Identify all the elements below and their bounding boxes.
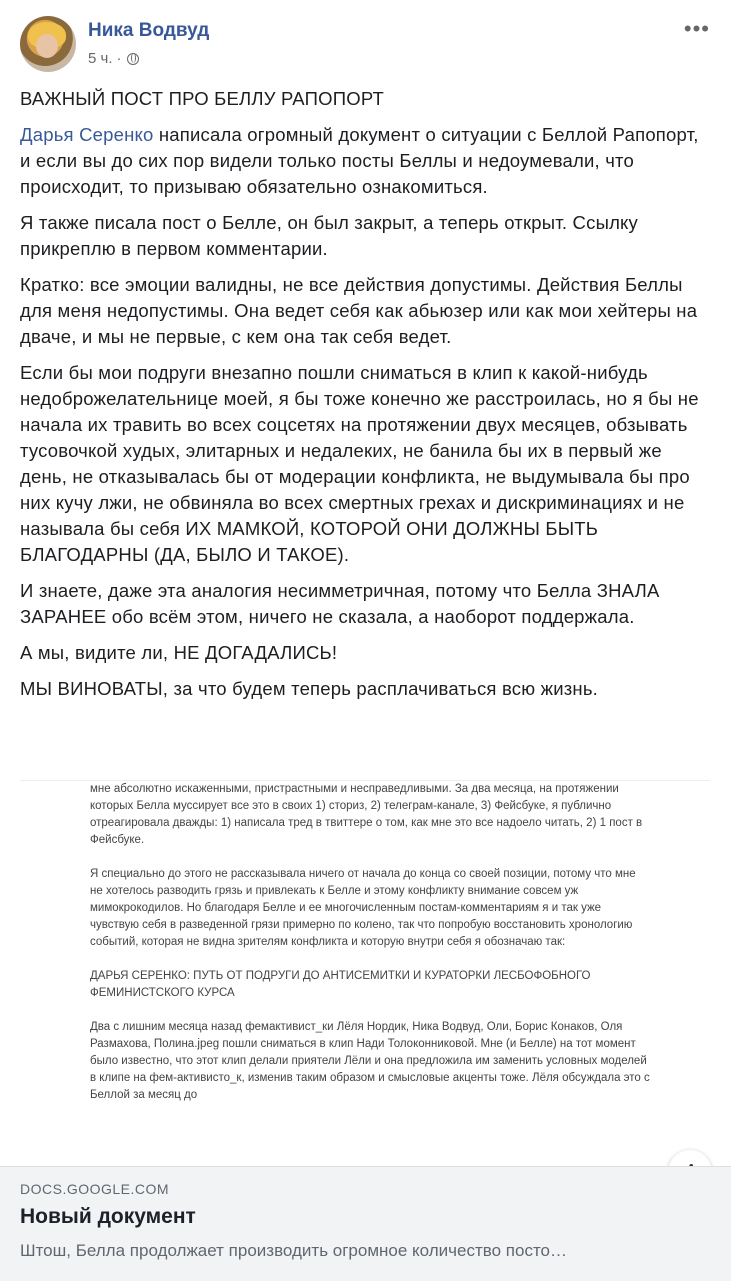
post-paragraph-5: И знаете, даже эта аналогия несимметричная, потому что Белла ЗНАЛА ЗАРАНЕЕ обо всём этом, ничего не сказала, а наоборот поддержала.: [20, 580, 660, 627]
meta-separator: ·: [116, 50, 122, 67]
author-avatar[interactable]: [20, 16, 76, 72]
doc-paragraph: мне абсолютно искаженными, пристрастными и несправедливыми. За два месяца, на протяжении которых Белла муссирует все это в своих 1) сториз, 2) телеграм-канале, 3) Фейсбуке, я публично отреагировала дважды: 1) написала тред в твиттере о том, как мне это все надоело читать, 2) 1 пост в Фейсбуке.: [90, 783, 643, 846]
post-title: ВАЖНЫЙ ПОСТ ПРО БЕЛЛУ РАПОПОРТ: [20, 88, 385, 109]
link-title: Новый документ: [20, 1205, 196, 1228]
avatar-face: [36, 34, 58, 58]
author-name[interactable]: Ника Водвуд: [88, 20, 210, 41]
post-header: [20, 14, 710, 74]
doc-heading: ДАРЬЯ СЕРЕНКО: ПУТЬ ОТ ПОДРУГИ ДО АНТИСЕМИТКИ И КУРАТОРКИ ЛЕСБОФОБНОГО ФЕМИНИСТСКОГО КУРСА: [90, 970, 591, 999]
post-paragraph-7: МЫ ВИНОВАТЫ, за что будем теперь расплачиваться всю жизнь.: [20, 678, 599, 699]
post-paragraph-6: А мы, видите ли, НЕ ДОГАДАЛИСЬ!: [20, 642, 338, 663]
globe-icon: [127, 53, 139, 65]
post-paragraph-3: Кратко: все эмоции валидны, не все действия допустимы. Действия Беллы для меня недопустимы. Она ведет себя как абьюзер или как мои хейтеры на дваче, и мы не первые, с кем она так себя ведет.: [20, 274, 698, 347]
link-preview-footer[interactable]: [0, 1166, 731, 1281]
post-meta: [88, 50, 139, 67]
mention-link[interactable]: Дарья Серенко: [20, 124, 154, 145]
link-domain: DOCS.GOOGLE.COM: [20, 1181, 170, 1197]
post-paragraph-2: Я также писала пост о Белле, он был закрыт, а теперь открыт. Ссылку прикреплю в первом комментарии.: [20, 212, 639, 259]
link-description: Штош, Белла продолжает производить огромное количество посто…: [20, 1241, 567, 1260]
doc-paragraph: Два с лишним месяца назад фемактивист_ки Лёля Нордик, Ника Водвуд, Оли, Борис Конаков, Оля Размахова, Полина.jpeg пошли сниматься в клип Нади Толоконниковой. Мне (и Белле) на тот момент было известно, что этот клип делали приятели Лёли и она предложила им заменить условных моделей в клипе на фем-активисто_к, изменив таким образом и смысловые акценты тоже. Лёля обсуждала это с Беллой за месяц до: [90, 1021, 650, 1101]
doc-paragraph: Я специально до этого не рассказывала ничего от начала до конца со своей позиции, потому что мне не хотелось разводить грязь и привлекать к Белле и этому конфликту внимание совсем уж мимокрокодилов. Но благодаря Белле и ее многочисленным постам-комментариям я и так уже чувствую себя в разведенной грязи примерно по колено, так что попробую восстановить хронологию событий, которая не видна зрителям конфликта и которую внутри себя я обозначаю так:: [90, 868, 636, 948]
document-preview-image[interactable]: [20, 780, 710, 1167]
post-paragraph-1: [20, 122, 710, 200]
document-preview-text: [90, 781, 650, 1121]
paragraph-1-text: написала огромный документ о ситуации с Беллой Рапопорт, и если вы до сих пор видели только посты Беллы и недоумевали, что происходит, то призываю обязательно ознакомиться.: [20, 124, 699, 197]
post-time[interactable]: 5 ч.: [88, 50, 113, 67]
post-body: [20, 86, 710, 712]
more-options-icon[interactable]: •••: [683, 16, 710, 41]
post-paragraph-4: Если бы мои подруги внезапно пошли сниматься в клип к какой-нибудь недоброжелательнице моей, я бы тоже конечно же расстроилась, но я бы не начала их травить во всех соцсетях на протяжении двух месяцев, обзывать тусовочкой худых, элитарных и недалеких, не банила бы их в первый же день, не отказывалась бы от модерации конфликта, не выдумывала бы про них кучу лжи, не обвиняла во всех смертных грехах и дискриминациях и не называла бы себя ИХ МАМКОЙ, КОТОРОЙ ОНИ ДОЛЖНЫ БЫТЬ БЛАГОДАРНЫ (ДА, БЫЛО И ТАКОЕ).: [20, 362, 699, 565]
